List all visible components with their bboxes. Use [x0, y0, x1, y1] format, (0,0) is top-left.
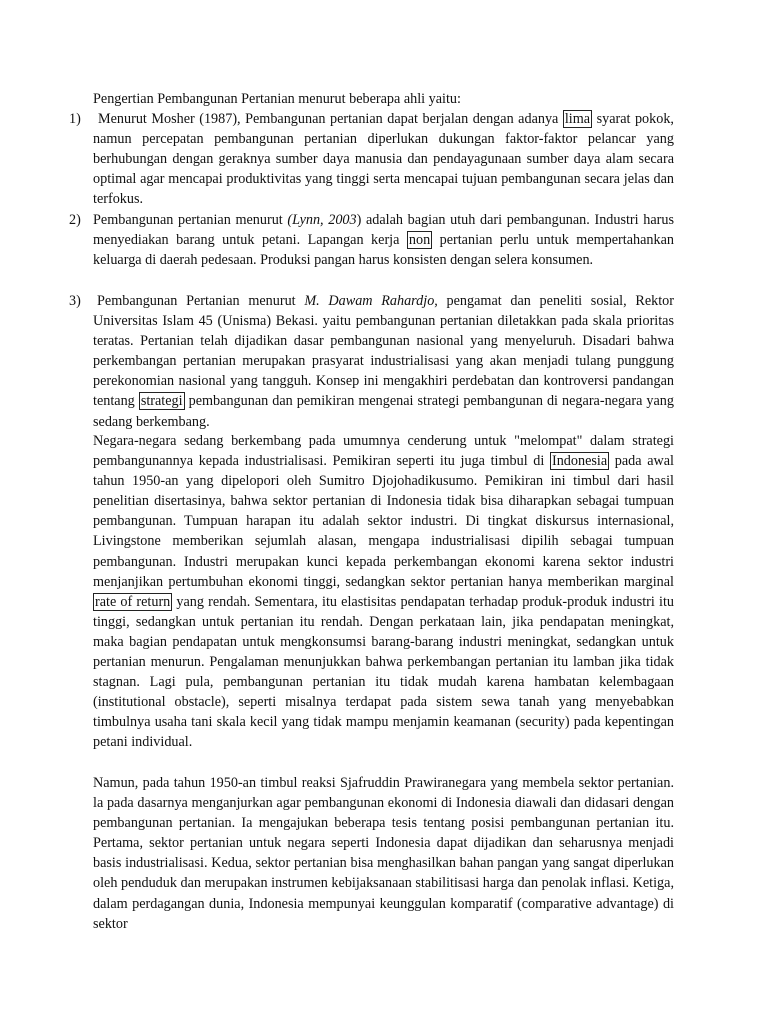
body-paragraph-2: Namun, pada tahun 1950-an timbul reaksi Sjafruddin Prawiranegara yang membela sektor pertanian. la pada dasarnya menganjurkan agar pembangunan ekonomi di Indonesia diawali dan didasari dengan pembangunan pertanian. Ia mengajukan beberapa tesis tentang posisi pembangunan pertanian itu. Pertama, sektor pertanian untuk negara seperti Indonesia dapat dijadikan dan seharusnya menjadi basis industrialisasi. Kedua, sektor pertanian bisa menghasilkan bahan pangan yang sangat diperlukan oleh penduduk dan merupakan instrumen kebijaksanaan stabilitisasi harga dan penolak inflasi. Ketiga, dalam perdagangan dunia, Indonesia mempunyai keunggulan komparatif (comparative advantage) di sektor	[93, 775, 674, 932]
list-number: 2)	[69, 212, 81, 228]
body-paragraph-1: Negara-negara sedang berkembang pada umumnya cenderung untuk "melompat" dalam strategi pembangunannya kepada industrialisasi. Pemikiran seperti itu juga timbul di Indonesia pada awal tahun 1950-an yang dipelopori oleh Sumitro Djojohadikusumo. Pemikiran ini timbul dari hasil penelitian disertasinya, bahwa sektor pertanian di Indonesia tidak bisa diharapkan sebagai tumpuan pembangunan. Tumpuan harapan itu adalah sektor industri. Di tingkat diskursus internasional, Livingstone memberikan sejumlah alasan, mengapa industrialisasi dipilih sebagai tumpuan pembangunan. Industri merupakan kunci kepada perkembangan ekonomi karena sektor industri menjanjikan pertumbuhan ekonomi tinggi, sedangkan sektor pertanian hanya memberikan marginal rate of return yang rendah. Sementara, itu elastisitas pendapatan terhadap produk-produk industri itu tinggi, sedangkan untuk pertanian itu rendah. Dengan perkataan lain, jika pendapatan meningkat, maka bagian pendapatan untuk mengkonsumsi barang-barang industri meningkat, sedangkan untuk pertanian menurun. Pengalaman menunjukkan bahwa perkembangan pertanian itu lamban jika tidak stagnan. Lagi pula, pembangunan pertanian itu tidak mudah karena hambatan kelembagaan (institutional obstacle), seperti misalnya terdapat pada sistem sewa tanah yang menyebabkan timbulnya usaha tani skala kecil yang tidak mampu menjamin keamanan (security) pada kepentingan petani individual.	[93, 433, 674, 751]
list-item-text: Menurut Mosher (1987), Pembangunan pertanian dapat berjalan dengan adanya lima syarat pokok, namun percepatan pembangunan pertanian diperlukan dukungan faktor-faktor pelancar yang berhubungan dengan geraknya sumber daya manusia dan pendayagunaan sumber daya alam secara optimal agar mencapai produktivitas yang tinggi serta mencapai tujuan pembangunan secara jelas dan terfokus.	[93, 111, 674, 208]
author-name: M. Dawam Rahardjo	[304, 293, 435, 309]
boxed-term: lima	[564, 111, 591, 127]
citation: (Lynn, 2003	[287, 212, 357, 228]
boxed-term: strategi	[140, 393, 183, 410]
boxed-term: rate of return	[95, 593, 171, 610]
document-heading: Pengertian Pembangunan Pertanian menurut beberapa ahli yaitu:	[93, 91, 461, 107]
list-number: 3)	[69, 293, 81, 309]
list-number: 1)	[69, 111, 81, 127]
list-item-2	[69, 210, 674, 270]
list-item-3	[69, 291, 674, 432]
list-item-text: Pembangunan pertanian menurut (Lynn, 2003) adalah bagian utuh dari pembangunan. Industri harus menyediakan barang untuk petani. Lapangan kerja non pertanian perlu untuk mempertahankan keluarga di daerah pedesaan. Produksi pangan harus konsisten dengan selera konsumen.	[93, 212, 674, 269]
list-item-text: Pembangunan Pertanian menurut M. Dawam Rahardjo, pengamat dan peneliti sosial, Rektor Universitas Islam 45 (Unisma) Bekasi. yaitu pembangunan pertanian diletakkan pada skala prioritas teratas. Pertanian telah dijadikan dasar pembangunan nasional yang menyeluruh. Disadari bahwa perkembangan pertanian merupakan prasyarat industrialisasi yang akan menjadi tulang punggung perekonomian nasional yang tangguh. Konsep ini mengakhiri perdebatan dan kontroversi pandangan tentang strategi pembangunan dan pemikiran mengenai strategi pembangunan di negara-negara yang sedang berkembang.	[93, 293, 674, 430]
list-item-1	[69, 109, 674, 209]
boxed-term: Indonesia	[551, 453, 608, 470]
boxed-term: non	[408, 232, 431, 249]
